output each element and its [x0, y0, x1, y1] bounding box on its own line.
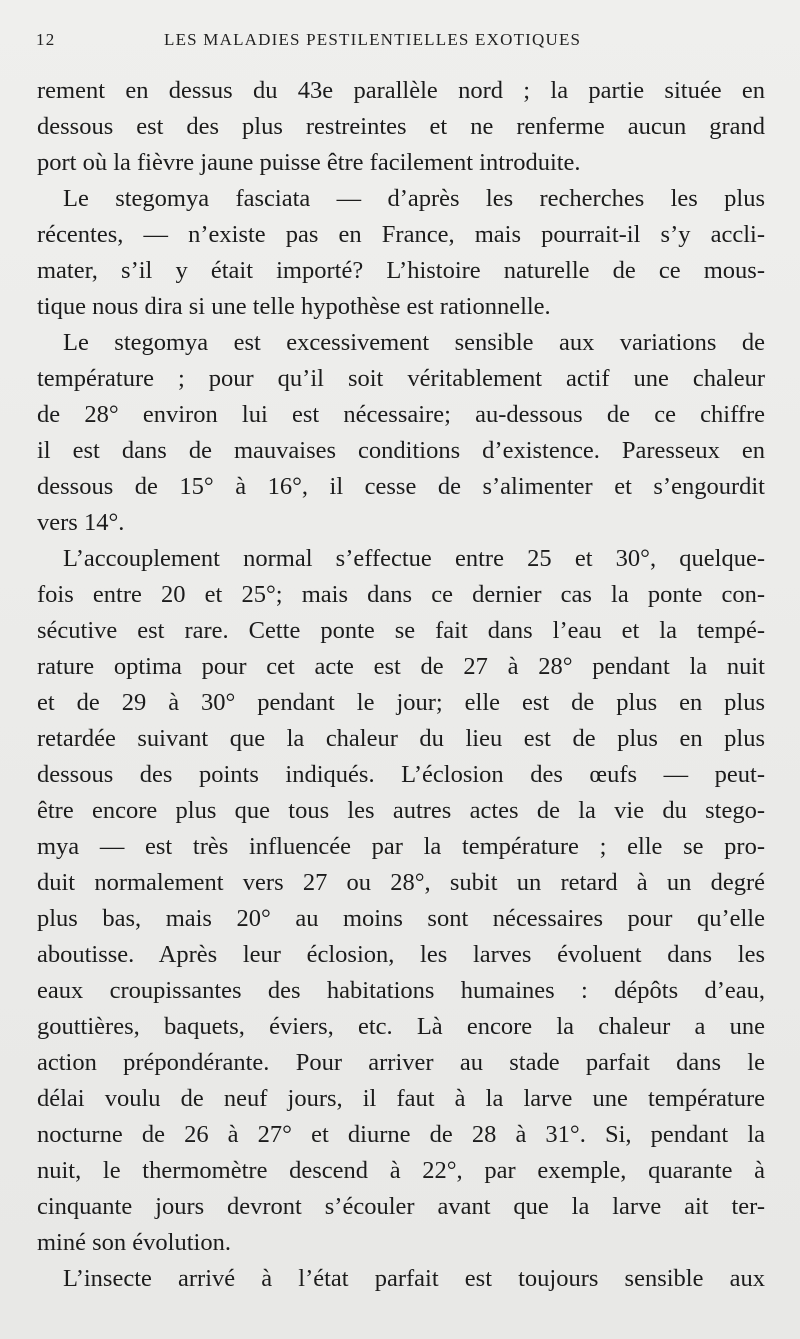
text-line: et de 29 à 30° pendant le jour; elle est de plus en plus	[37, 689, 765, 716]
text-line: gouttières, baquets, éviers, etc. Là encore la chaleur a une	[37, 1013, 765, 1040]
page-number: 12	[36, 30, 56, 49]
text-line: mater, s’il y était importé? L’histoire naturelle de ce mous-	[37, 257, 765, 284]
text-line: nocturne de 26 à 27° et diurne de 28 à 31°. Si, pendant la	[37, 1121, 765, 1148]
text-line: vers 14°.	[37, 509, 125, 536]
text-line: L’insecte arrivé à l’état parfait est toujours sensible aux	[63, 1265, 765, 1292]
text-line: tique nous dira si une telle hypothèse est rationnelle.	[37, 293, 551, 320]
text-line: mya — est très influencée par la température ; elle se pro-	[37, 833, 765, 860]
page-header	[36, 30, 764, 60]
text-line: de 28° environ lui est nécessaire; au-dessous de ce chiffre	[37, 401, 765, 428]
body-text	[37, 73, 765, 1297]
text-line: Le stegomya est excessivement sensible aux variations de	[63, 329, 765, 356]
text-line: cinquante jours devront s’écouler avant que la larve ait ter-	[37, 1193, 765, 1220]
text-line: délai voulu de neuf jours, il faut à la larve une température	[37, 1085, 765, 1112]
text-line: Le stegomya fasciata — d’après les recherches les plus	[63, 185, 765, 212]
text-line: température ; pour qu’il soit véritablement actif une chaleur	[37, 365, 765, 392]
running-title: LES MALADIES PESTILENTIELLES EXOTIQUES	[164, 30, 582, 49]
text-line: être encore plus que tous les autres actes de la vie du stego-	[37, 797, 765, 824]
text-line: il est dans de mauvaises conditions d’existence. Paresseux en	[37, 437, 765, 464]
text-line: miné son évolution.	[37, 1229, 231, 1256]
text-line: dessous des points indiqués. L’éclosion des œufs — peut-	[37, 761, 765, 788]
text-line: action prépondérante. Pour arriver au stade parfait dans le	[37, 1049, 765, 1076]
text-line: rature optima pour cet acte est de 27 à 28° pendant la nuit	[37, 653, 765, 680]
text-line: plus bas, mais 20° au moins sont nécessaires pour qu’elle	[37, 905, 765, 932]
text-line: aboutisse. Après leur éclosion, les larves évoluent dans les	[37, 941, 765, 968]
text-line: dessous est des plus restreintes et ne renferme aucun grand	[37, 113, 765, 140]
text-line: duit normalement vers 27 ou 28°, subit un retard à un degré	[37, 869, 765, 896]
text-line: nuit, le thermomètre descend à 22°, par exemple, quarante à	[37, 1157, 765, 1184]
text-line: fois entre 20 et 25°; mais dans ce dernier cas la ponte con-	[37, 581, 765, 608]
text-line: dessous de 15° à 16°, il cesse de s’alimenter et s’engourdit	[37, 473, 765, 500]
text-line: L’accouplement normal s’effectue entre 25 et 30°, quelque-	[63, 545, 765, 572]
text-line: récentes, — n’existe pas en France, mais pourrait-il s’y accli-	[37, 221, 765, 248]
text-line: retardée suivant que la chaleur du lieu est de plus en plus	[37, 725, 765, 752]
text-line: eaux croupissantes des habitations humaines : dépôts d’eau,	[37, 977, 765, 1004]
text-line: sécutive est rare. Cette ponte se fait dans l’eau et la tempé-	[37, 617, 765, 644]
text-line: rement en dessus du 43e parallèle nord ; la partie située en	[37, 77, 765, 104]
text-line: port où la fièvre jaune puisse être facilement introduite.	[37, 149, 581, 176]
